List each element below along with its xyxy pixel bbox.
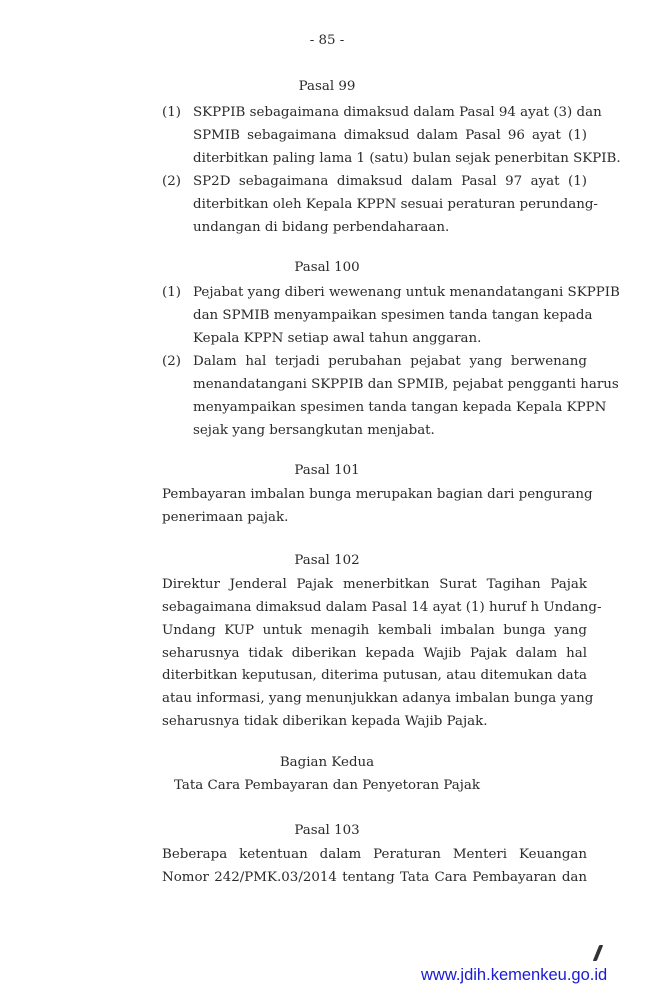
section-subtitle: Tata Cara Pembayaran dan Penyetoran Pajak: [174, 778, 480, 793]
text-line: dan SPMIB menyampaikan spesimen tanda tangan kepada: [193, 308, 593, 323]
text-line: sejak yang bersangkutan menjabat.: [193, 423, 435, 438]
pasal-101-title: Pasal 101: [294, 463, 360, 478]
item-number: (1): [162, 105, 181, 120]
text-line: Direktur Jenderal Pajak menerbitkan Surat Tagihan Pajak: [162, 577, 587, 592]
text-line: SKPPIB sebagaimana dimaksud dalam Pasal 94 ayat (3) dan: [193, 105, 602, 120]
text-line: diterbitkan paling lama 1 (satu) bulan sejak penerbitan SKPIB.: [193, 151, 621, 166]
text-line: seharusnya tidak diberikan kepada Wajib Pajak.: [162, 714, 488, 729]
text-line: menandatangani SKPPIB dan SPMIB, pejabat pengganti harus: [193, 377, 619, 392]
text-line: Dalam hal terjadi perubahan pejabat yang berwenang: [193, 354, 587, 369]
text-line: Undang KUP untuk menagih kembali imbalan bunga yang: [162, 623, 587, 638]
section-title: Bagian Kedua: [279, 755, 375, 770]
paraph-mark-icon: [593, 945, 603, 961]
page-number: - 85 -: [309, 33, 345, 48]
text-line: Beberapa ketentuan dalam Peraturan Menteri Keuangan: [162, 847, 587, 862]
text-line: Pejabat yang diberi wewenang untuk menandatangani SKPPIB: [193, 285, 620, 300]
text-line: SPMIB sebagaimana dimaksud dalam Pasal 96 ayat (1): [193, 128, 587, 143]
pasal-102-title: Pasal 102: [294, 553, 360, 568]
text-line: sebagaimana dimaksud dalam Pasal 14 ayat (1) huruf h Undang-: [162, 600, 602, 615]
pasal-99-title: Pasal 99: [298, 79, 356, 94]
text-line: menyampaikan spesimen tanda tangan kepada Kepala KPPN: [193, 400, 607, 415]
pasal-103-title: Pasal 103: [294, 823, 360, 838]
text-line: seharusnya tidak diberikan kepada Wajib Pajak dalam hal: [162, 646, 587, 661]
text-line: Nomor 242/PMK.03/2014 tentang Tata Cara Pembayaran dan: [162, 870, 587, 885]
text-line: undangan di bidang perbendaharaan.: [193, 220, 450, 235]
text-line: penerimaan pajak.: [162, 510, 289, 525]
text-line: Kepala KPPN setiap awal tahun anggaran.: [193, 331, 482, 346]
text-line: Pembayaran imbalan bunga merupakan bagian dari pengurang: [162, 487, 593, 502]
text-line: SP2D sebagaimana dimaksud dalam Pasal 97 ayat (1): [193, 174, 587, 189]
text-line: atau informasi, yang menunjukkan adanya imbalan bunga yang: [162, 691, 594, 706]
footer-website-link[interactable]: www.jdih.kemenkeu.go.id: [421, 966, 608, 984]
text-line: diterbitkan keputusan, diterima putusan, atau ditemukan data: [162, 668, 587, 683]
item-number: (2): [162, 354, 181, 369]
text-line: diterbitkan oleh Kepala KPPN sesuai peraturan perundang-: [193, 197, 598, 212]
item-number: (1): [162, 285, 181, 300]
pasal-100-title: Pasal 100: [294, 260, 360, 275]
item-number: (2): [162, 174, 181, 189]
